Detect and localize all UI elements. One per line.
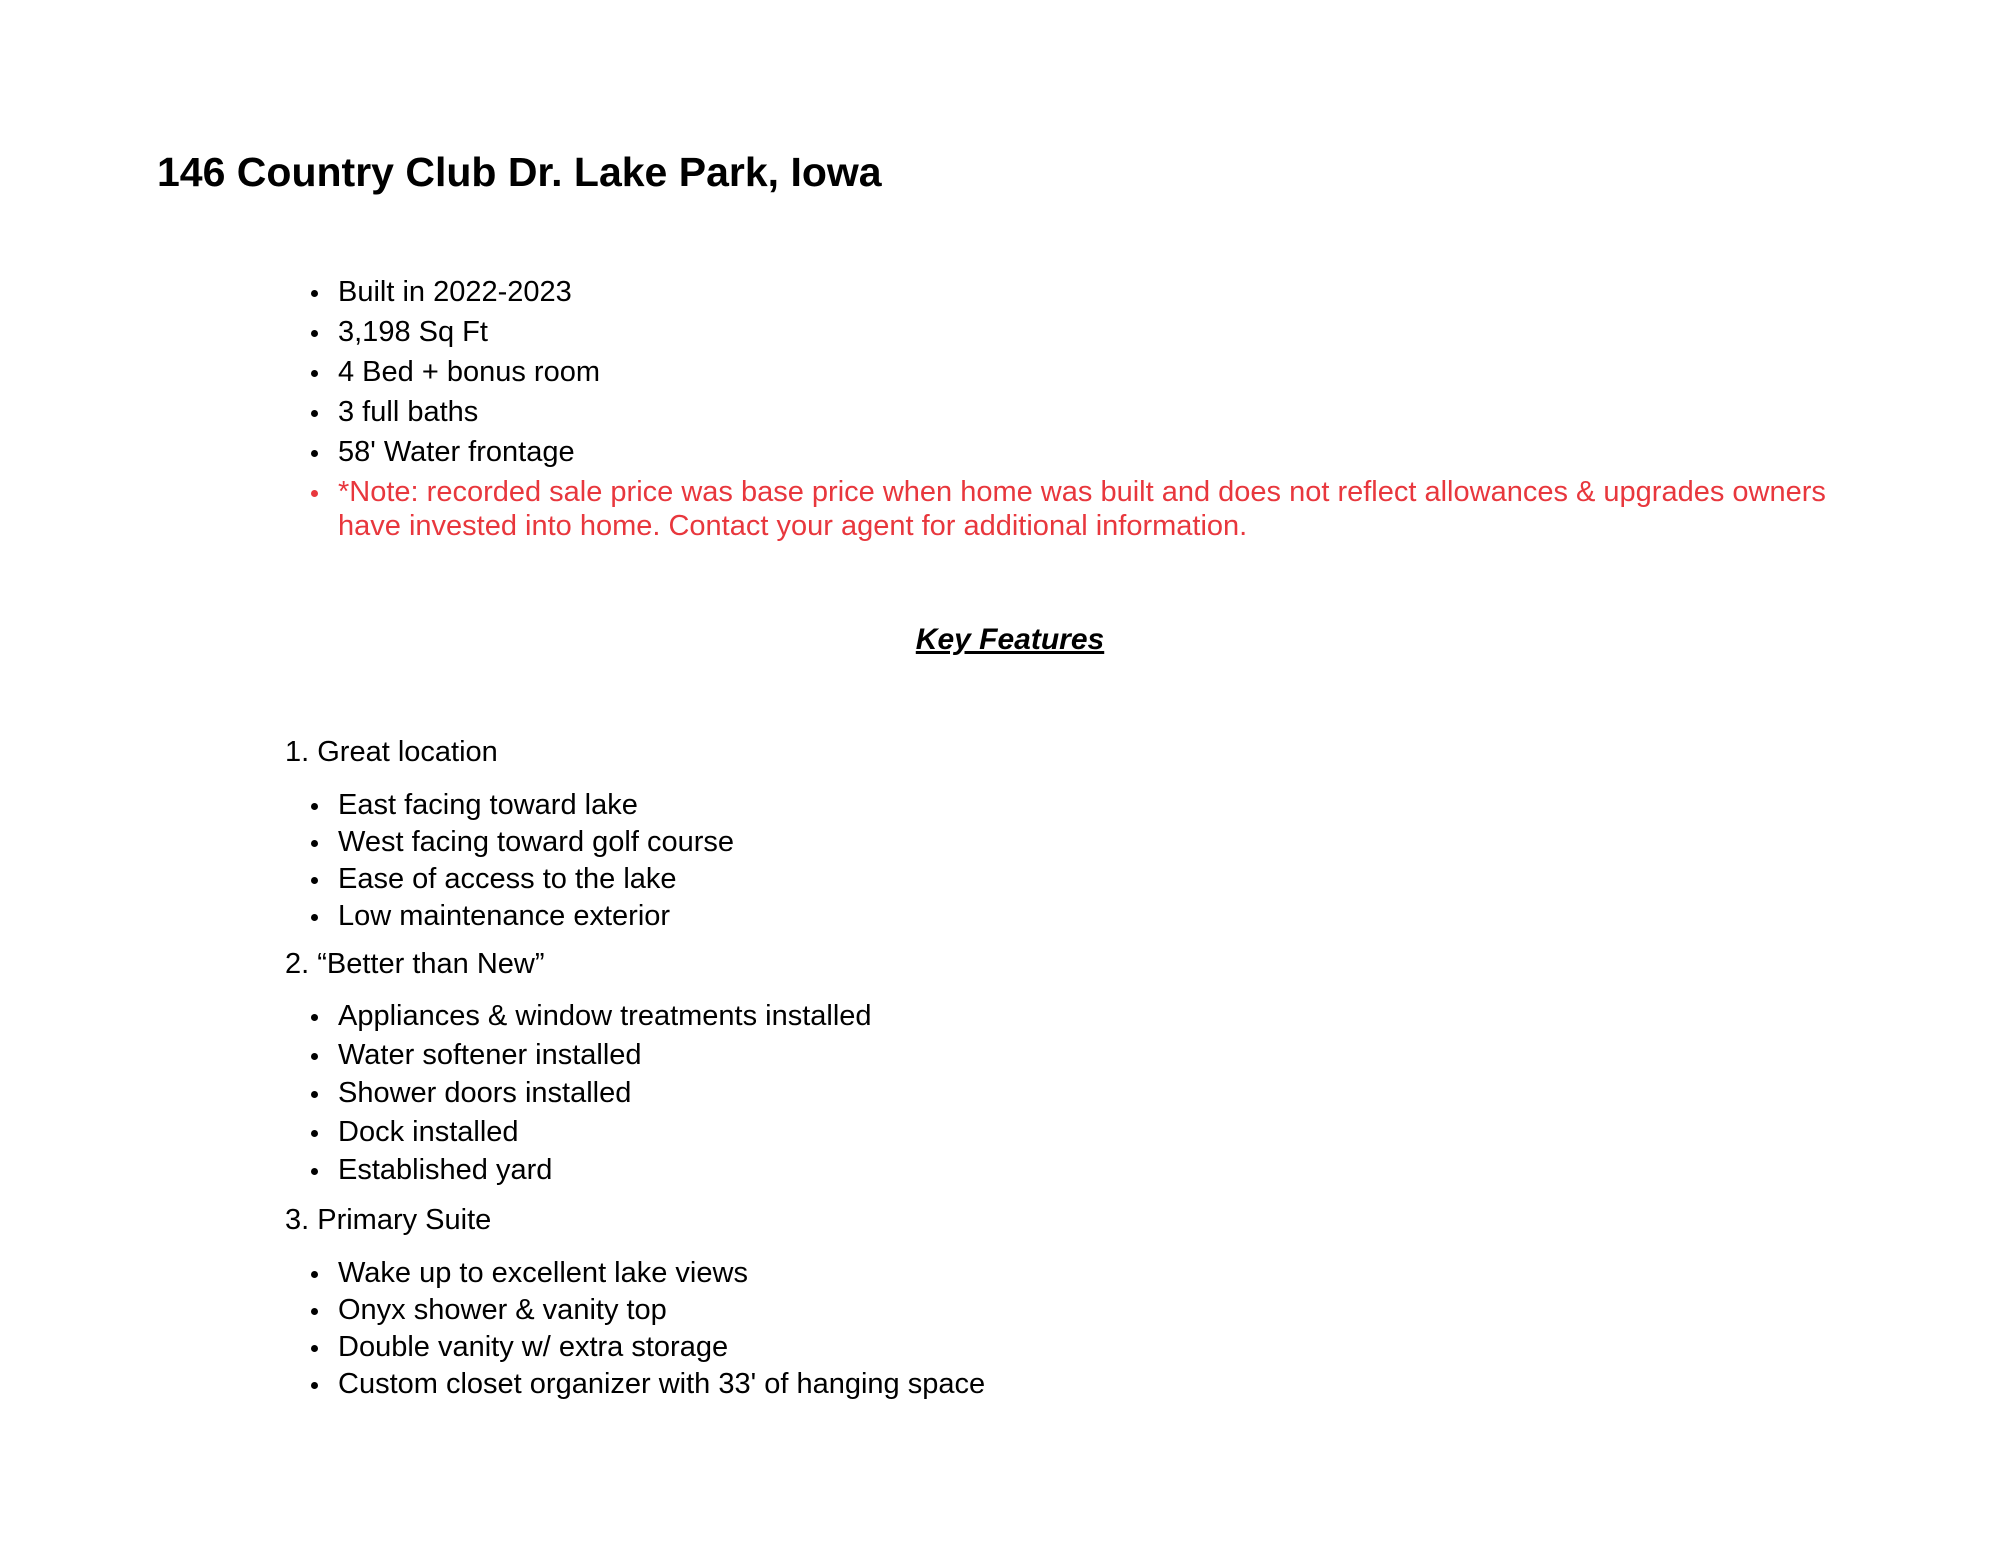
- fact-item: Built in 2022-2023: [0, 275, 2000, 315]
- list-item: West facing toward golf course: [0, 825, 2000, 862]
- sale-price-note: *Note: recorded sale price was base price when home was built and does not reflect allowances & upgrades owners have invested into home. Contact your agent for additional information.: [0, 475, 1858, 543]
- key-features-heading: Key Features: [915, 623, 1105, 656]
- list-item: Low maintenance exterior: [0, 899, 2000, 936]
- section-title-better-than-new: 2. “Better than New”: [285, 948, 545, 980]
- list-item: Water softener installed: [0, 1038, 2000, 1077]
- list-item: Onyx shower & vanity top: [0, 1293, 2000, 1330]
- fact-item: 3 full baths: [0, 395, 2000, 435]
- list-item: Dock installed: [0, 1115, 2000, 1154]
- fact-item: 3,198 Sq Ft: [0, 315, 2000, 355]
- property-facts-list: [0, 275, 2000, 543]
- fact-item: 4 Bed + bonus room: [0, 355, 2000, 395]
- list-item: Shower doors installed: [0, 1076, 2000, 1115]
- list-item: Double vanity w/ extra storage: [0, 1330, 2000, 1367]
- list-item: Custom closet organizer with 33' of hanging space: [0, 1367, 2000, 1404]
- fact-item: 58' Water frontage: [0, 435, 2000, 475]
- section-list-better-than-new: [0, 999, 2000, 1192]
- list-item: Established yard: [0, 1153, 2000, 1192]
- section-title-great-location: 1. Great location: [285, 736, 498, 768]
- list-item: Appliances & window treatments installed: [0, 999, 2000, 1038]
- list-item: Wake up to excellent lake views: [0, 1256, 2000, 1293]
- section-title-primary-suite: 3. Primary Suite: [285, 1204, 492, 1236]
- list-item: Ease of access to the lake: [0, 862, 2000, 899]
- section-list-primary-suite: [0, 1256, 2000, 1404]
- page-title: 146 Country Club Dr. Lake Park, Iowa: [157, 149, 882, 195]
- list-item: East facing toward lake: [0, 788, 2000, 825]
- section-list-great-location: [0, 788, 2000, 936]
